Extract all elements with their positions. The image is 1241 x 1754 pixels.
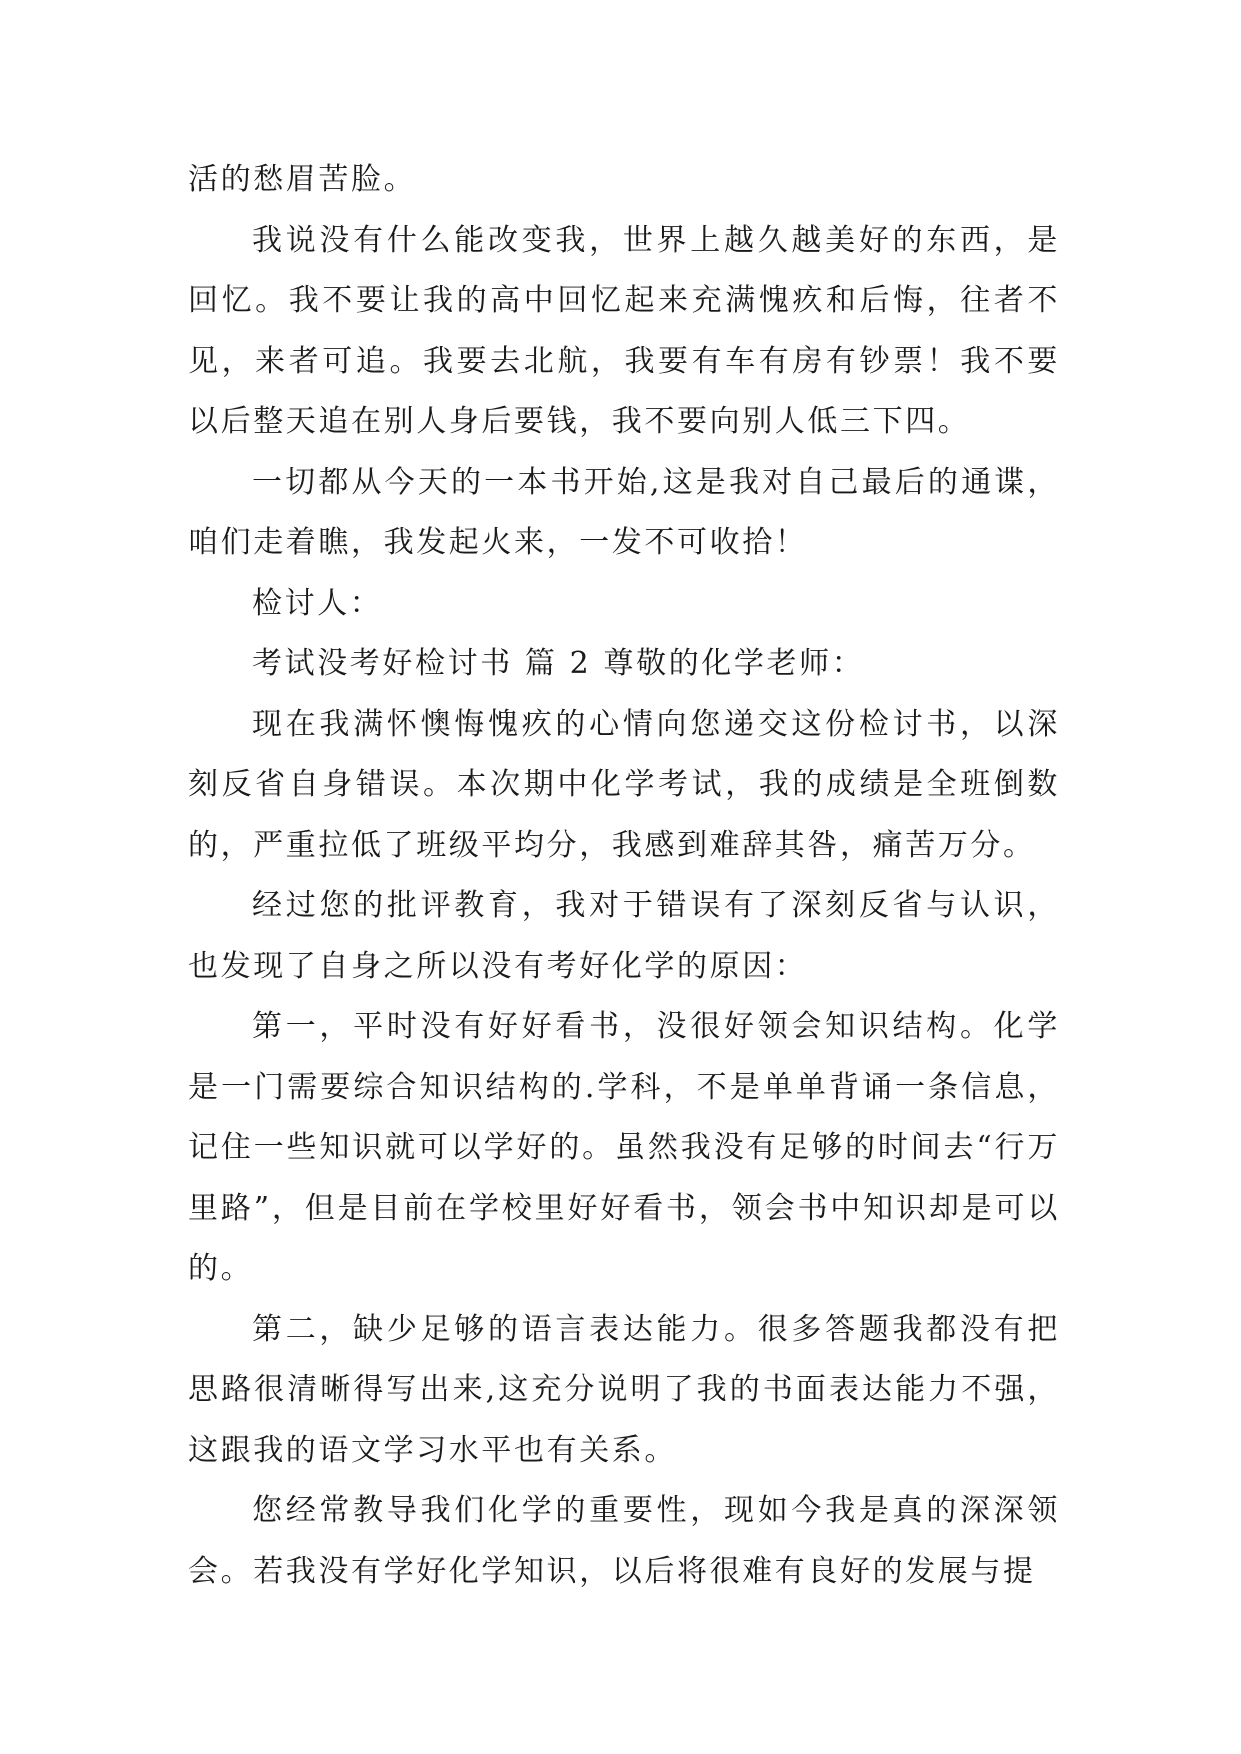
document-body: [188, 150, 1060, 1602]
paragraph-reason-one: 第一，平时没有好好看书，没很好领会知识结构。化学是一门需要综合知识结构的.学科，不是单单背诵一条信息，记住一些知识就可以学好的。虽然我没有足够的时间去“行万里路”，但是目前在学校里好好看书，领会书中知识却是可以的。: [188, 1009, 1060, 1286]
paragraph-reason-two: 第二，缺少足够的语言表达能力。很多答题我都没有把思路很清晰得写出来,这充分说明了我的书面表达能力不强，这跟我的语文学习水平也有关系。: [188, 1311, 1060, 1468]
section-heading: 考试没考好检讨书 篇 2 尊敬的化学老师：: [252, 646, 865, 681]
paragraph-ultimatum: 一切都从今天的一本书开始,这是我对自己最后的通谍，咱们走着瞧，我发起火来，一发不可收拾！: [188, 464, 1060, 560]
signature-line: 检讨人：: [252, 585, 383, 621]
paragraph-memory: 我说没有什么能改变我，世界上越久越美好的东西，是回忆。我不要让我的高中回忆起来充满愧疚和后悔，往者不见，来者可追。我要去北航，我要有车有房有钞票！我不要以后整天追在别人身后要钱，我不要向别人低三下四。: [188, 222, 1060, 439]
paragraph-importance: 您经常教导我们化学的重要性，现如今我是真的深深领会。若我没有学好化学知识，以后将很难有良好的发展与提: [188, 1493, 1060, 1589]
paragraph-reflection: 经过您的批评教育，我对于错误有了深刻反省与认识，也发现了自身之所以没有考好化学的原因：: [188, 888, 1060, 984]
paragraph-apology: 现在我满怀懊悔愧疚的心情向您递交这份检讨书，以深刻反省自身错误。本次期中化学考试，我的成绩是全班倒数的，严重拉低了班级平均分，我感到难辞其咎，痛苦万分。: [188, 706, 1060, 863]
paragraph-continuation: 活的愁眉苦脸。: [188, 162, 417, 197]
